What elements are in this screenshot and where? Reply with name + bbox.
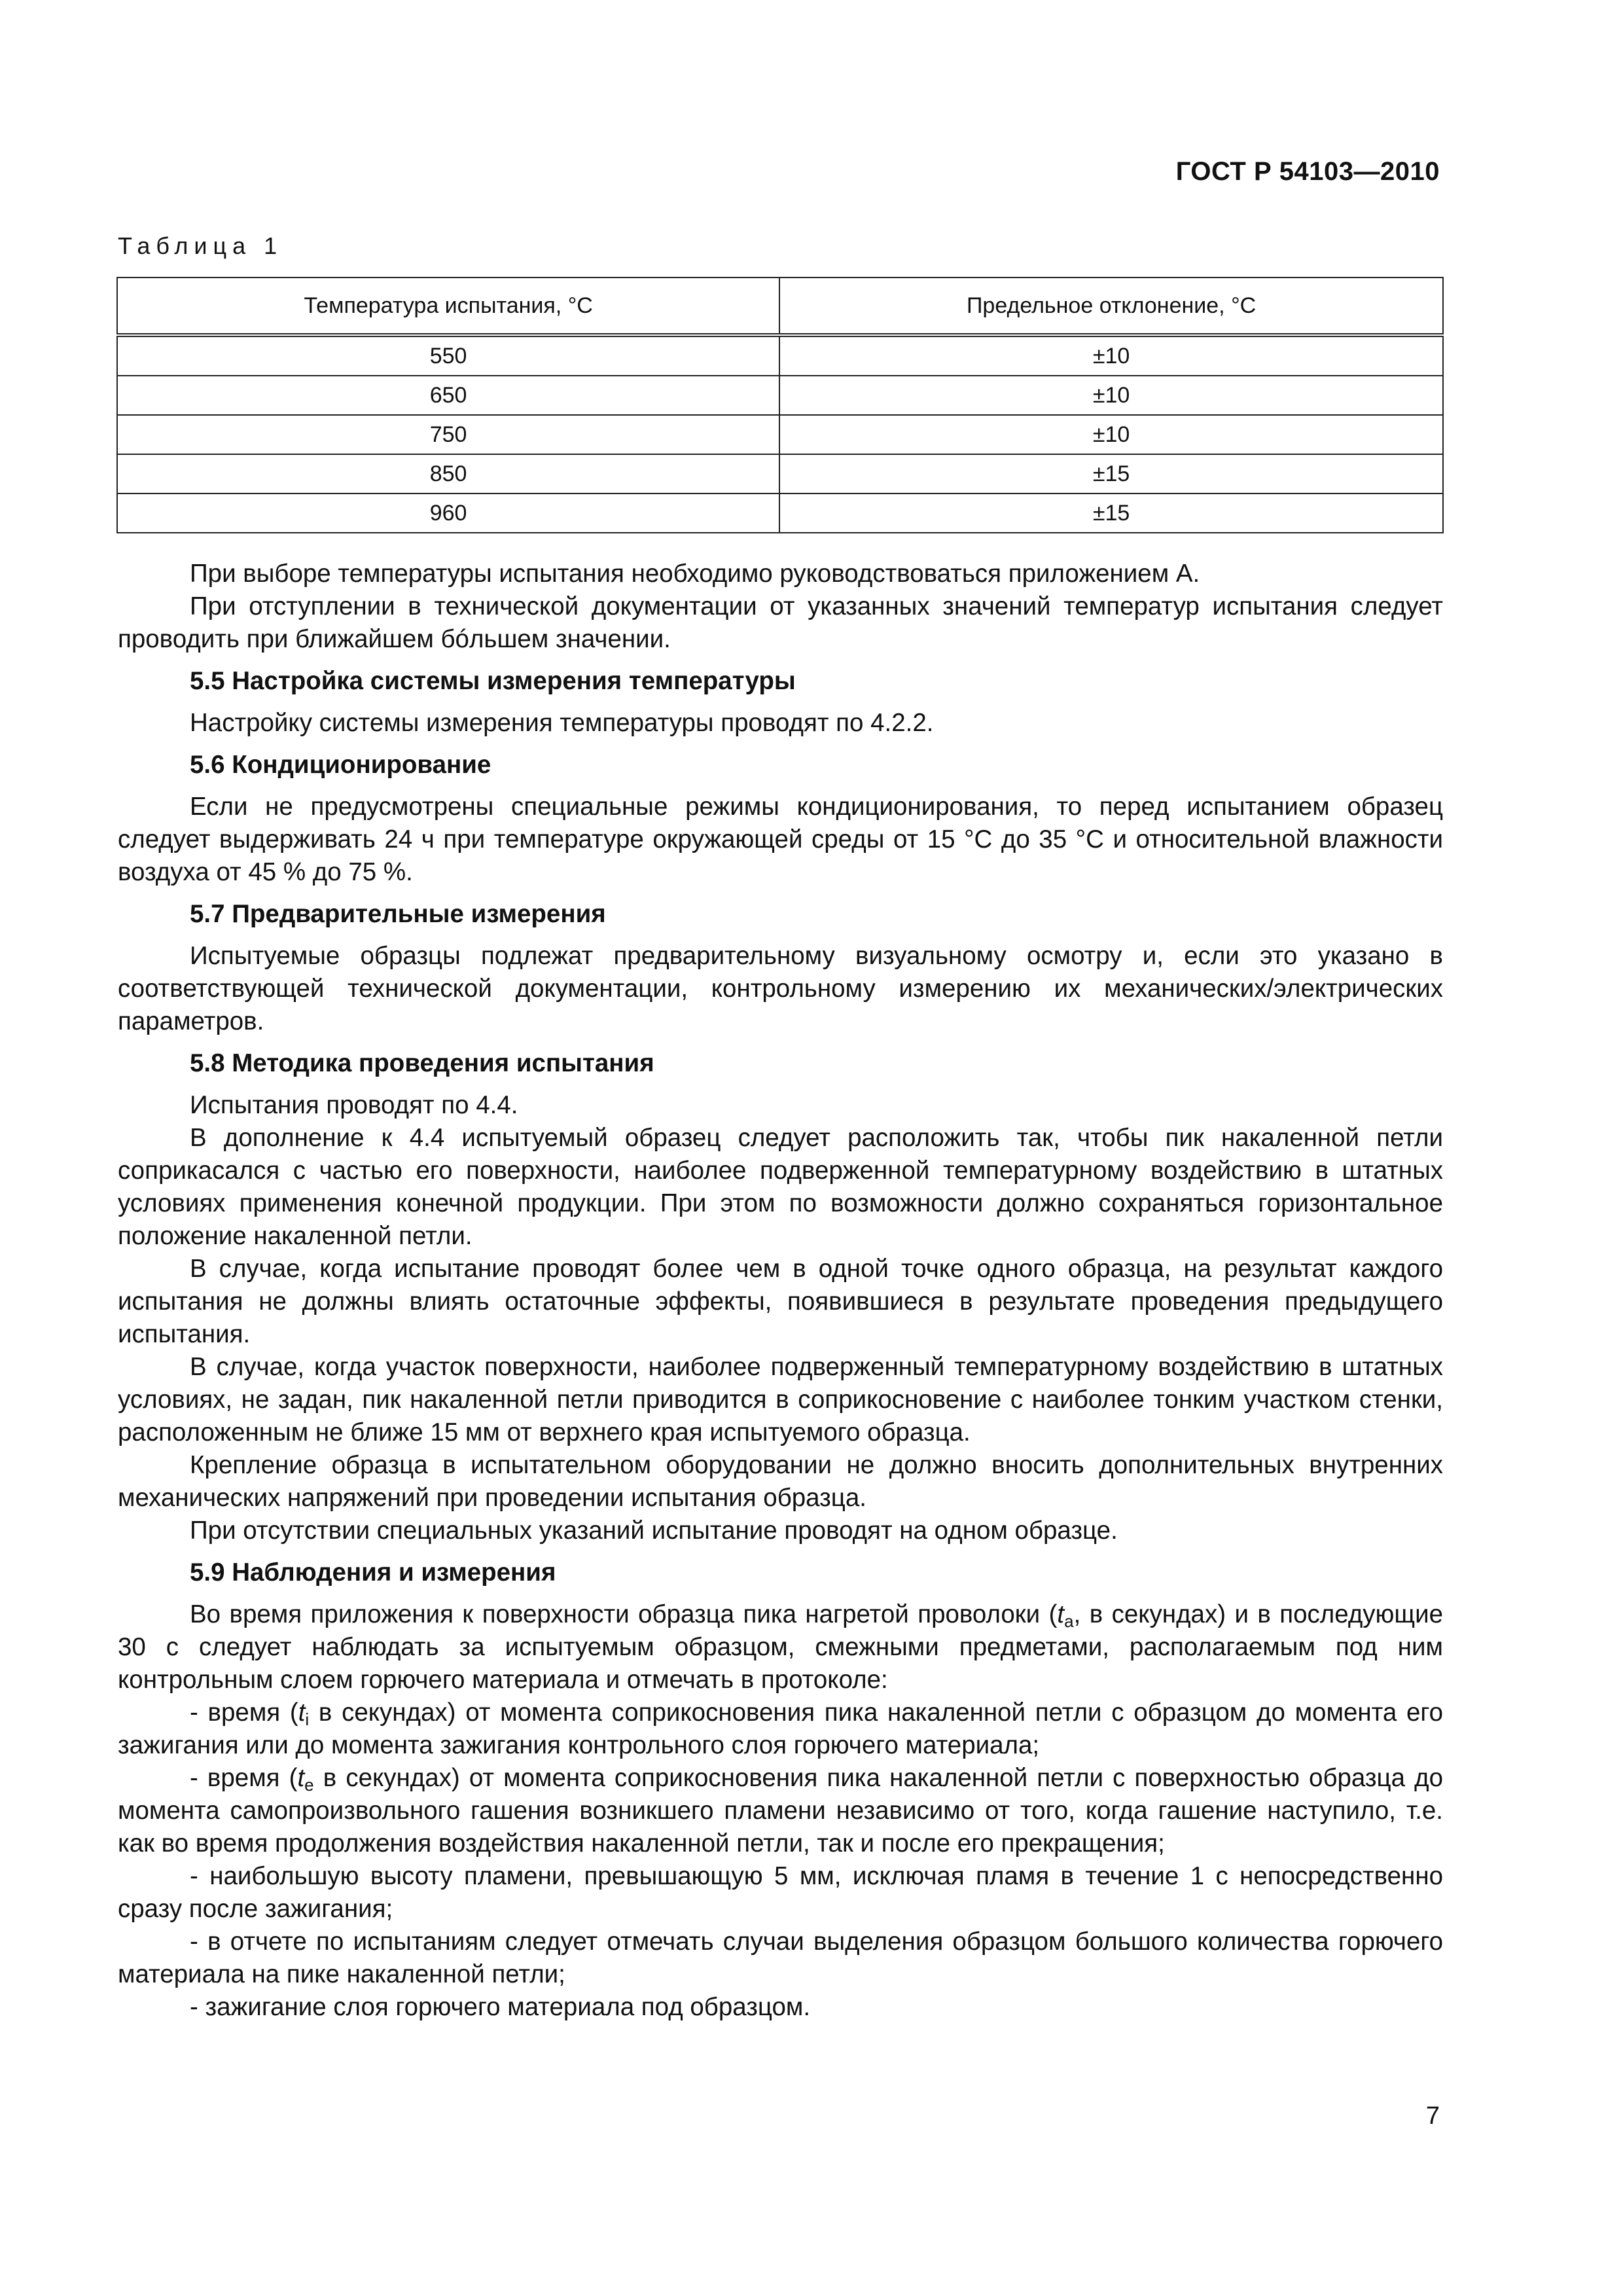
table-row [117, 454, 1443, 493]
column-header-deviation: Предельное отклонение, °С [779, 278, 1443, 335]
table-row [117, 493, 1443, 533]
subscript: i [305, 1710, 310, 1729]
variable-t: t [297, 1764, 305, 1792]
page-number: 7 [1425, 2102, 1440, 2130]
table-cell: ±10 [779, 376, 1443, 415]
table-cell: 750 [117, 415, 779, 454]
table-row [117, 376, 1443, 415]
section-heading-5-8: 5.8 Методика проведения испытания [190, 1049, 654, 1077]
table-cell: 550 [117, 335, 779, 376]
table-row [117, 335, 1443, 376]
paragraph: Настройку системы измерения температуры проводят по 4.2.2. [190, 709, 934, 737]
document-body [118, 558, 1443, 2024]
table-header-row [117, 278, 1443, 335]
paragraph [118, 1598, 1443, 1696]
table-caption: Таблица 1 [118, 232, 283, 259]
paragraph: При отсутствии специальных указаний испытание проводят на одном образце. [190, 1516, 1118, 1545]
table-cell: 850 [117, 454, 779, 493]
column-header-temperature: Температура испытания, °С [117, 278, 779, 335]
paragraph: При отступлении в технической документации от указанных значений температур испытания следует проводить при ближайшем бóльшем значении. [118, 592, 1443, 653]
text-run: Во время приложения к поверхности образца пика нагретой проволоки ( [190, 1600, 1058, 1628]
paragraph: При выборе температуры испытания необходимо руководствоваться приложением А. [190, 560, 1200, 588]
text-run: в секундах) от момента соприкосновения пика накаленной петли с поверхностью образца до момента самопроизвольного гашения возникшего пламени независимо от того, когда гашение наступило, т.е. как во время продолжения воздействия накаленной петли, так и после его прекращения; [118, 1764, 1443, 1857]
list-item [118, 1696, 1443, 1762]
document-id: ГОСТ Р 54103—2010 [1175, 157, 1440, 186]
section-heading-5-7: 5.7 Предварительные измерения [190, 900, 606, 928]
variable-t: t [298, 1698, 306, 1727]
section-heading-5-5: 5.5 Настройка системы измерения температуры [190, 667, 796, 695]
paragraph: Испытуемые образцы подлежат предварительному визуальному осмотру и, если это указано в соответствующей технической документации, контрольному измерению их механических/электрических параметров. [118, 942, 1443, 1035]
temperature-table [116, 277, 1444, 533]
section-heading-5-6: 5.6 Кондиционирование [190, 751, 491, 779]
table-cell: 960 [117, 493, 779, 533]
table-cell: ±15 [779, 454, 1443, 493]
table-cell: ±10 [779, 415, 1443, 454]
table-cell: ±15 [779, 493, 1443, 533]
paragraph: Если не предусмотрены специальные режимы кондиционирования, то перед испытанием образец следует выдерживать 24 ч при температуре окружающей среды от 15 °С до 35 °С и относительной влажности воздуха от 45 % до 75 %. [118, 793, 1443, 886]
paragraph: В дополнение к 4.4 испытуемый образец следует расположить так, чтобы пик накаленной петли соприкасался с частью его поверхности, наиболее подверженной температурному воздействию в штатных условиях применения конечной продукции. При этом по возможности должно сохраняться горизонтальное положение накаленной петли. [118, 1124, 1443, 1250]
paragraph: Крепление образца в испытательном оборудовании не должно вносить дополнительных внутренних механических напряжений при проведении испытания образца. [118, 1451, 1443, 1512]
list-item: - в отчете по испытаниям следует отмечать случаи выделения образцом большого количества горючего материала на пике накаленной петли; [118, 1928, 1443, 1988]
subscript: a [1064, 1611, 1074, 1631]
section-heading-5-9: 5.9 Наблюдения и измерения [190, 1558, 556, 1587]
list-item: - наибольшую высоту пламени, превышающую 5 мм, исключая пламя в течение 1 с непосредственно сразу после зажигания; [118, 1862, 1443, 1923]
variable-t: t [1057, 1600, 1065, 1628]
text-run: , в секундах) и в последующие 30 с следует наблюдать за испытуемым образцом, смежными предметами, располагаемым под ним контрольным слоем горючего материала и отмечать в протоколе: [118, 1600, 1444, 1694]
table-cell: 650 [117, 376, 779, 415]
paragraph: В случае, когда участок поверхности, наиболее подверженный температурному воздействию в штатных условиях, не задан, пик накаленной петли приводится в соприкосновение с наиболее тонким участком стенки, расположенным не ближе 15 мм от верхнего края испытуемого образца. [118, 1353, 1443, 1446]
subscript: e [304, 1775, 314, 1795]
text-run: - время ( [190, 1698, 298, 1727]
table-row [117, 415, 1443, 454]
list-item [118, 1762, 1443, 1860]
text-run: в секундах) от момента соприкосновения пика накаленной петли с образцом до момента его зажигания или до момента зажигания контрольного слоя горючего материала; [118, 1698, 1443, 1759]
text-run: - время ( [190, 1764, 298, 1792]
paragraph: Испытания проводят по 4.4. [190, 1091, 518, 1119]
list-item: - зажигание слоя горючего материала под образцом. [190, 1993, 811, 2021]
table-cell: ±10 [779, 335, 1443, 376]
paragraph: В случае, когда испытание проводят более чем в одной точке одного образца, на результат каждого испытания не должны влиять остаточные эффекты, появившиеся в результате проведения предыдущего испытания. [118, 1255, 1443, 1348]
